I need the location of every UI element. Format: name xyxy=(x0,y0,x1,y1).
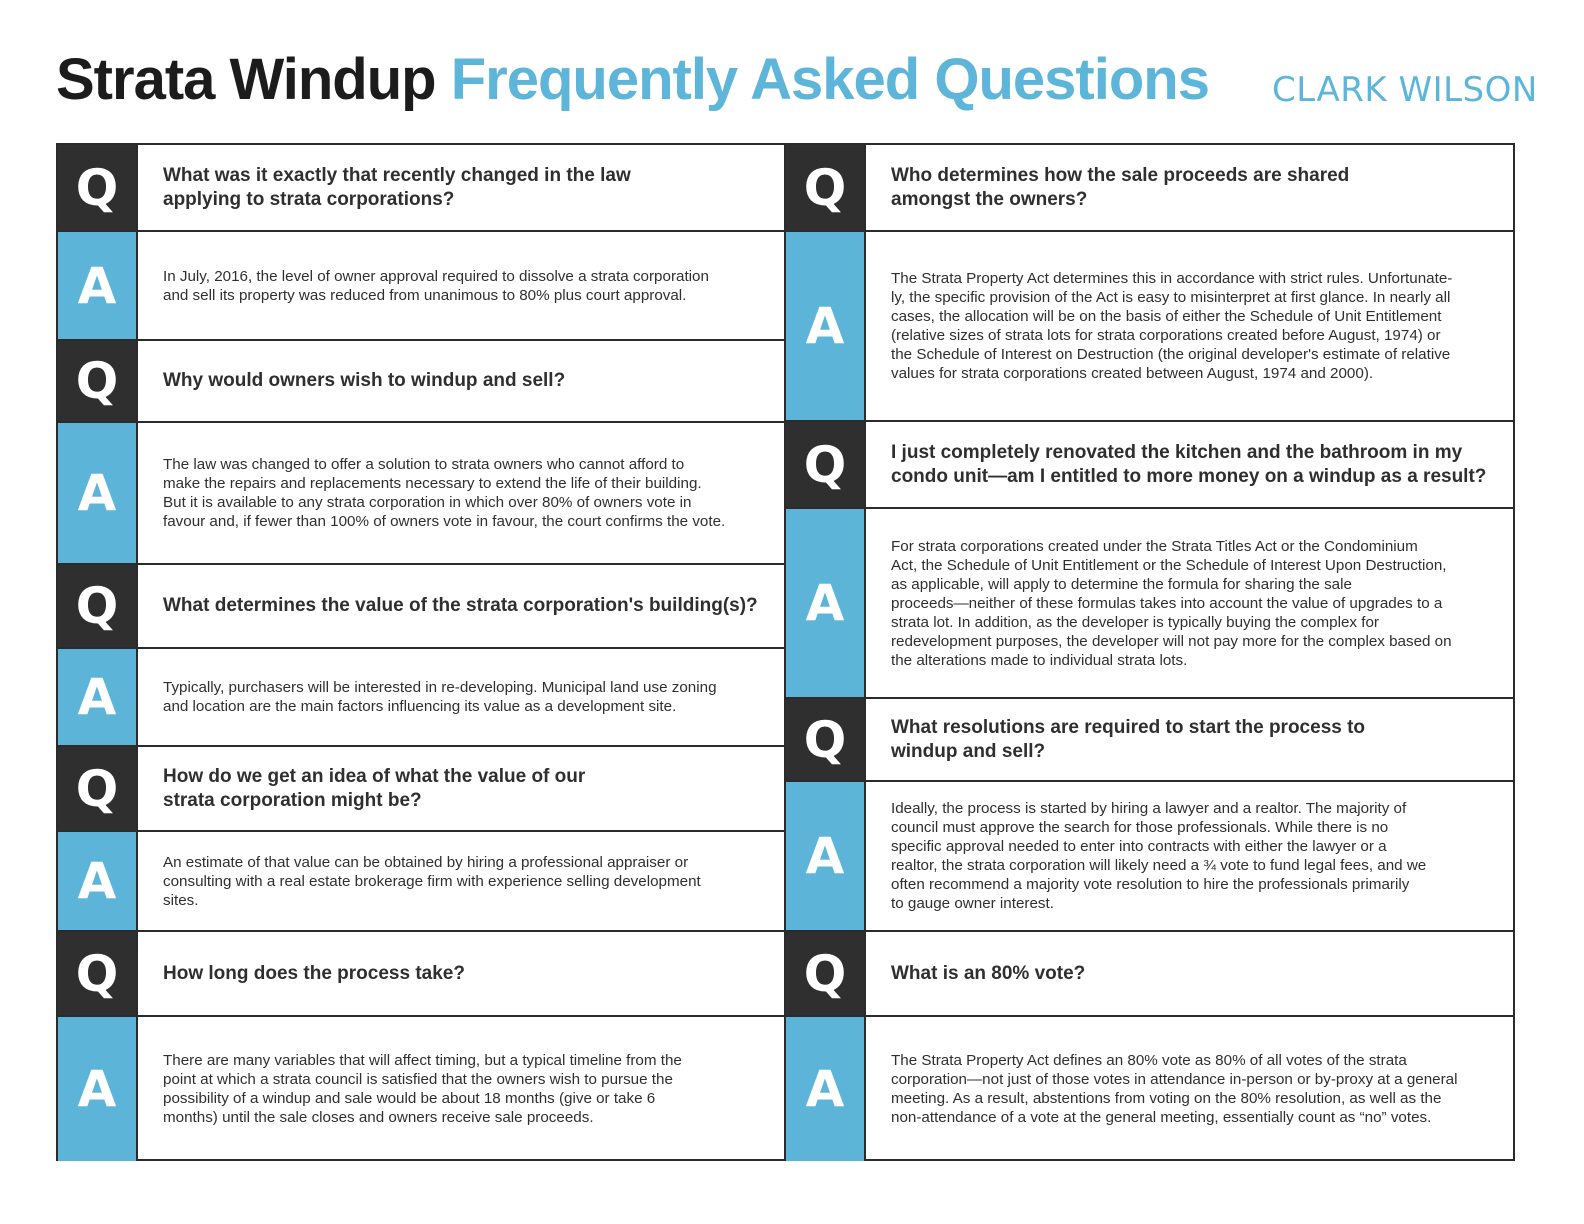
question-badge: Q xyxy=(786,422,866,507)
question-row xyxy=(58,145,784,230)
answer-text: The Strata Property Act defines an 80% vote as 80% of all votes of the strata corporation—not just of those votes in attendance in-person or by-proxy at a general meeting. As a result, abstentions from voting on the 80% resolution, as well as the non-attendance of a vote at the general meeting, essentially count as “no” votes. xyxy=(891,1052,1458,1126)
question-badge: Q xyxy=(58,565,138,647)
question-body xyxy=(866,932,1513,1015)
answer-row xyxy=(786,230,1513,420)
answer-badge: A xyxy=(58,423,138,563)
question-body xyxy=(138,932,784,1015)
answer-text: The law was changed to offer a solution to strata owners who cannot afford to make the repairs and replacements necessary to extend the life of their building. But it is available to any strata corporation in which over 80% of owners vote in favour and, if fewer than 100% of owners vote in favour, the court confirms the vote. xyxy=(163,456,726,530)
answer-badge: A xyxy=(58,1017,138,1161)
answer-body xyxy=(138,423,784,563)
question-row xyxy=(786,930,1513,1015)
question-body xyxy=(866,422,1513,507)
answer-badge: A xyxy=(786,509,866,697)
answer-body xyxy=(866,1017,1513,1161)
answer-body xyxy=(866,232,1513,420)
question-text: I just completely renovated the kitchen and the bathroom in my condo unit—am I entitled to more money on a windup as a result? xyxy=(891,441,1487,487)
answer-body xyxy=(138,1017,784,1161)
title-blue: Frequently Asked Questions xyxy=(450,47,1209,112)
question-text: What is an 80% vote? xyxy=(891,962,1086,984)
answer-badge: A xyxy=(58,232,138,339)
question-badge: Q xyxy=(786,932,866,1015)
answer-body xyxy=(866,509,1513,697)
answer-row xyxy=(786,780,1513,930)
answer-badge: A xyxy=(58,832,138,930)
answer-text: Typically, purchasers will be interested in re-developing. Municipal land use zoning and location are the main factors influencing its value as a development site. xyxy=(163,679,717,715)
question-row xyxy=(786,697,1513,780)
question-badge: Q xyxy=(58,932,138,1015)
answer-row xyxy=(58,421,784,563)
answer-badge: A xyxy=(786,782,866,930)
question-body xyxy=(866,699,1513,780)
question-row xyxy=(58,930,784,1015)
answer-text: For strata corporations created under the Strata Titles Act or the Condominium Act, the Schedule of Unit Entitlement or the Schedule of Interest Upon Destruction, as applicable, will apply to determine the formula for sharing the sale proceeds—neither of these formulas takes into account the value of upgrades to a strata lot. In addition, as the developer is typically buying the complex for redevelopment purposes, the developer will not pay more for the complex based on the alterations made to individual strata lots. xyxy=(891,537,1452,669)
answer-text: The Strata Property Act determines this in accordance with strict rules. Unfortunate- ly, the specific provision of the Act is easy to misinterpret at first glance. In nearly all cases, the allocation will be on the basis of either the Schedule of Unit Entitlement (relative sizes of strata lots for strata corporations created before August, 1974) or the Schedule of Interest on Destruction (the original developer's estimate of relative values for strata corporations created between August, 1974 and 2000). xyxy=(891,270,1453,382)
question-text: What determines the value of the strata corporation's building(s)? xyxy=(163,595,758,616)
faq-column-right xyxy=(784,143,1515,1161)
question-body xyxy=(138,145,784,230)
question-text: How long does the process take? xyxy=(163,962,465,984)
page-title xyxy=(56,46,1209,113)
answer-text: Ideally, the process is started by hiring a lawyer and a realtor. The majority of council must approve the search for those professionals. While there is no specific approval needed to enter into contracts with either the lawyer or a realtor, the strata corporation will likely need a ¾ vote to fund legal fees, and we often recommend a majority vote resolution to hire the professionals primarily to gauge owner interest. xyxy=(891,800,1427,912)
answer-text: In July, 2016, the level of owner approval required to dissolve a strata corporation and sell its property was reduced from unanimous to 80% plus court approval. xyxy=(163,267,709,304)
question-body xyxy=(866,145,1513,230)
question-row xyxy=(58,563,784,647)
answer-text: An estimate of that value can be obtained by hiring a professional appraiser or consulting with a real estate brokerage firm with experience selling development sites. xyxy=(163,853,701,909)
clark-wilson-logo: CLARK WILSON xyxy=(1272,70,1538,110)
question-body xyxy=(138,341,784,421)
answer-body xyxy=(138,232,784,339)
question-row xyxy=(58,745,784,830)
question-body xyxy=(138,747,784,830)
question-text: Why would owners wish to windup and sell? xyxy=(163,370,566,391)
faq-column-left xyxy=(56,143,786,1161)
question-text: What was it exactly that recently changed in the law applying to strata corporations? xyxy=(163,164,631,210)
question-badge: Q xyxy=(786,145,866,230)
question-text: Who determines how the sale proceeds are shared amongst the owners? xyxy=(891,164,1350,210)
answer-row xyxy=(786,507,1513,697)
answer-body xyxy=(866,782,1513,930)
question-row xyxy=(786,145,1513,230)
answer-badge: A xyxy=(786,1017,866,1161)
answer-body xyxy=(138,649,784,745)
answer-text: There are many variables that will affect timing, but a typical timeline from the point at which a strata council is satisfied that the owners wish to pursue the possibility of a windup and sale would be about 18 months (give or take 6 months) until the sale closes and owners receive sale proceeds. xyxy=(163,1052,682,1126)
answer-badge: A xyxy=(786,232,866,420)
question-text: How do we get an idea of what the value of our strata corporation might be? xyxy=(163,765,586,811)
answer-badge: A xyxy=(58,649,138,745)
question-badge: Q xyxy=(58,747,138,830)
answer-row xyxy=(786,1015,1513,1161)
question-badge: Q xyxy=(786,699,866,780)
question-badge: Q xyxy=(58,145,138,230)
answer-row xyxy=(58,830,784,930)
question-row xyxy=(786,420,1513,507)
title-dark: Strata Windup xyxy=(56,47,436,112)
answer-row xyxy=(58,1015,784,1161)
answer-row xyxy=(58,647,784,745)
question-body xyxy=(138,565,784,647)
question-text: What resolutions are required to start the process to windup and sell? xyxy=(891,716,1366,762)
question-row xyxy=(58,339,784,421)
question-badge: Q xyxy=(58,341,138,421)
answer-body xyxy=(138,832,784,930)
answer-row xyxy=(58,230,784,339)
